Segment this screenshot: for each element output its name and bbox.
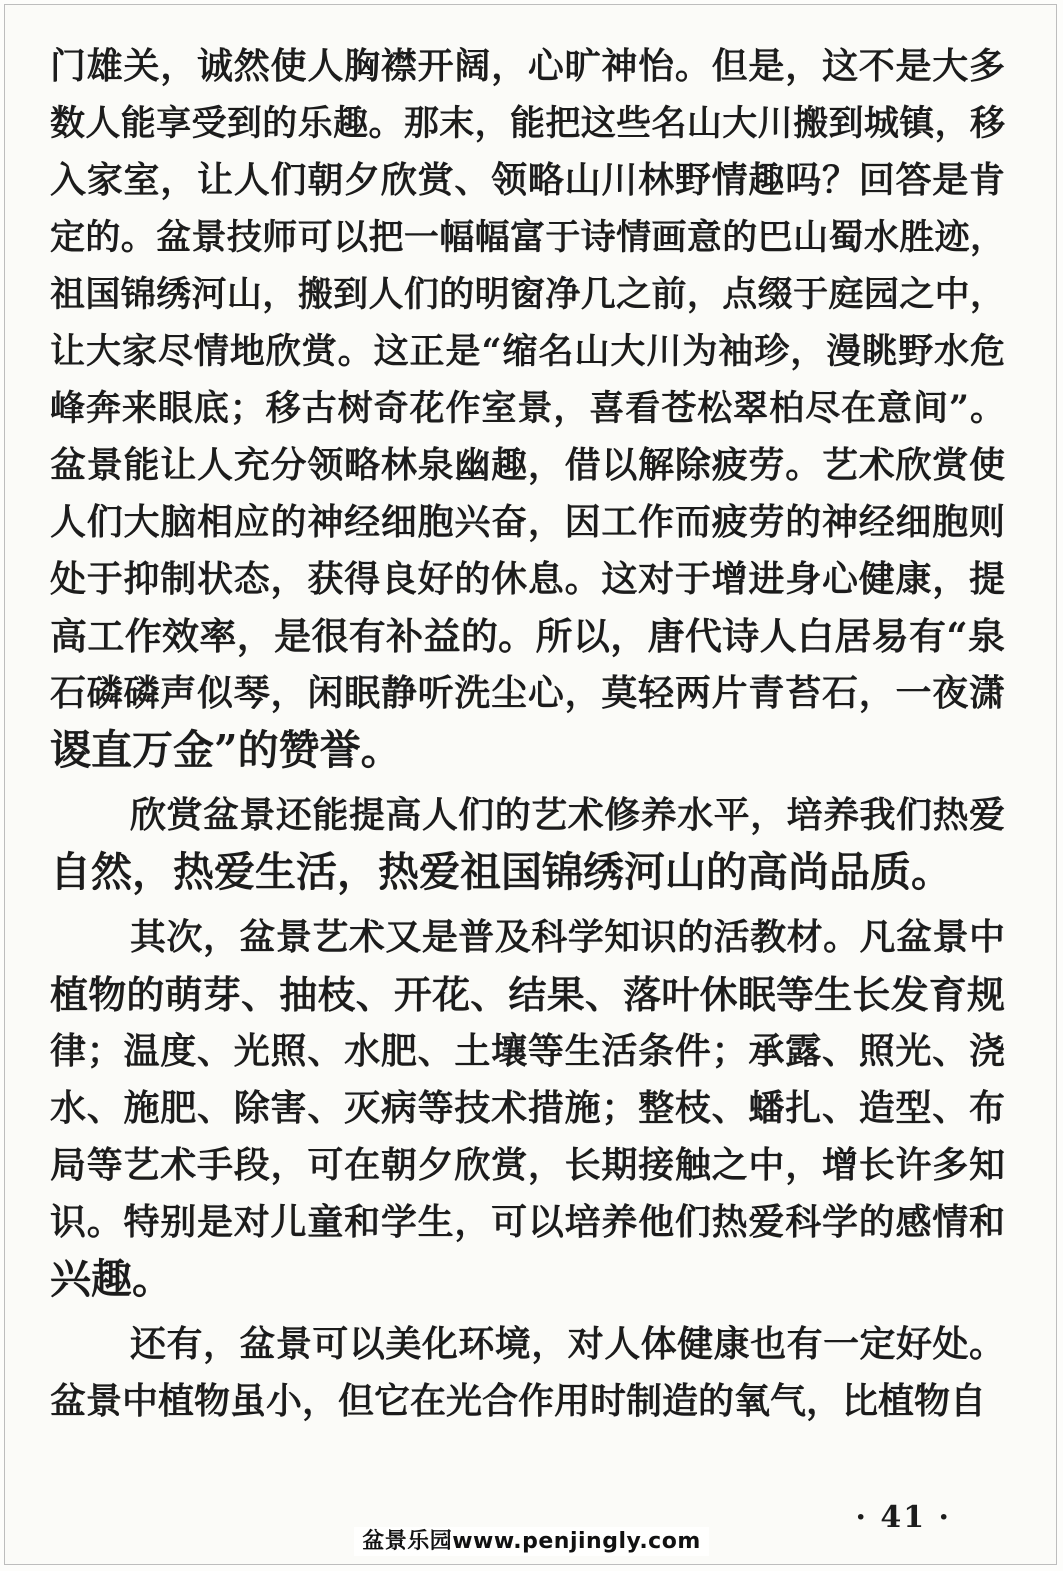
paragraph <box>50 909 1005 1308</box>
text-line: 盆景能让人充分领略林泉幽趣，借以解除疲劳。艺术欣赏使 <box>50 444 1005 486</box>
text-line: 人们大脑相应的神经细胞兴奋，因工作而疲劳的神经细胞则 <box>50 501 1005 543</box>
text-line: 石磷磷声似琴，闲眠静听洗尘心，莫轻两片青苔石，一夜潇 <box>50 672 1005 714</box>
text-line: 识。特别是对儿童和学生，可以培养他们热爱科学的感情和 <box>50 1201 1005 1243</box>
watermark-text: 盆景乐园www.penjingly.com <box>354 1527 709 1556</box>
text-line: 定的。盆景技师可以把一幅幅富于诗情画意的巴山蜀水胜迹， <box>50 217 1005 258</box>
text-line: 峰奔来眼底；移古树奇花作室景，喜看苍松翠柏尽在意间”。 <box>50 388 1005 429</box>
text-line: 其次，盆景艺术又是普及科学知识的活教材。凡盆景中 <box>130 916 1005 958</box>
text-line: 谡直万金”的赞誉。 <box>50 726 402 774</box>
text-line: 欣赏盆景还能提高人们的艺术修养水平，培养我们热爱 <box>130 794 1005 836</box>
page-number: · 41 · <box>855 1500 951 1535</box>
text-line: 自然，热爱生活，热爱祖国锦绣河山的高尚品质。 <box>50 848 952 896</box>
text-line: 高工作效率，是很有补益的。所以，唐代诗人白居易有“泉 <box>50 614 1005 658</box>
text-line: 数人能享受到的乐趣。那末，能把这些名山大川搬到城镇，移 <box>50 103 1005 144</box>
text-line: 律；温度、光照、水肥、土壤等生活条件；承露、照光、浇 <box>50 1030 1005 1072</box>
paragraph-gap <box>50 779 1005 787</box>
text-line: 局等艺术手段，可在朝夕欣赏，长期接触之中，增长许多知 <box>50 1144 1005 1186</box>
text-line: 兴趣。 <box>50 1255 173 1303</box>
paragraph <box>50 38 1005 779</box>
watermark <box>0 1524 1063 1555</box>
paragraph <box>50 787 1005 901</box>
text-line: 门雄关，诚然使人胸襟开阔，心旷神怡。但是，这不是大多 <box>50 45 1005 87</box>
text-line: 入家室，让人们朝夕欣赏、领略山川林野情趣吗？回答是肯 <box>50 159 1005 201</box>
text-line: 祖国锦绣河山，搬到人们的明窗净几之前，点缀于庭园之中， <box>50 274 1005 315</box>
text-body <box>50 38 1005 1430</box>
text-line: 让大家尽情地欣赏。这正是“缩名山大川为袖珍，漫眺野水危 <box>50 331 1005 372</box>
text-line: 处于抑制状态，获得良好的休息。这对于增进身心健康，提 <box>50 558 1005 600</box>
text-line: 盆景中植物虽小，但它在光合作用时制造的氧气，比植物自 <box>50 1380 987 1422</box>
text-line: 植物的萌芽、抽枝、开花、结果、落叶休眠等生长发育规 <box>50 972 1005 1017</box>
paragraph-gap <box>50 1308 1005 1316</box>
text-line: 水、施肥、除害、灭病等技术措施；整枝、蟠扎、造型、布 <box>50 1087 1005 1129</box>
text-line: 还有，盆景可以美化环境，对人体健康也有一定好处。 <box>130 1323 1005 1365</box>
paragraph <box>50 1316 1005 1430</box>
paragraph-gap <box>50 901 1005 909</box>
